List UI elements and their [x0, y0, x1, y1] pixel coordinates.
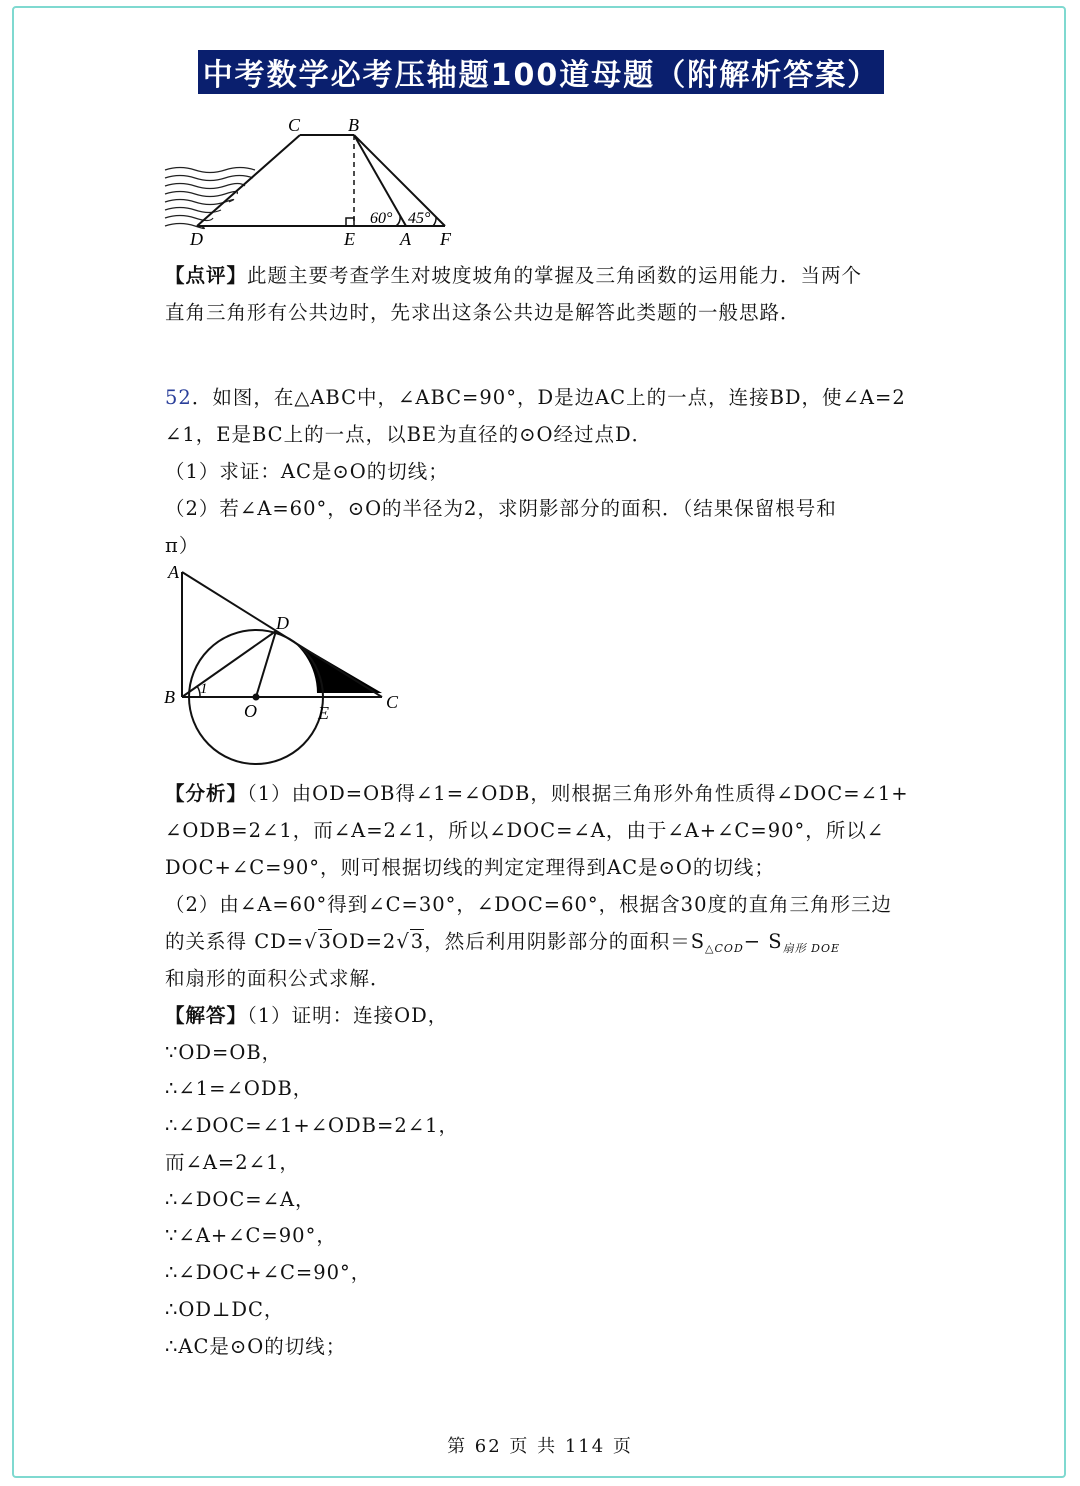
figure-circle-tangent: [160, 560, 410, 770]
solution-text-1: （1）证明：连接OD，: [247, 1004, 449, 1027]
label-angle-1: 1: [200, 681, 208, 697]
solution-step: ∴∠DOC=∠A，: [165, 1188, 316, 1211]
analysis-line-3: DOC+∠C=90°，则可根据切线的判定定理得到AC是⊙O的切线；: [165, 856, 775, 879]
label-F: F: [440, 229, 451, 249]
sqrt-3-a: 3: [318, 930, 332, 953]
label-O: O: [244, 701, 257, 721]
subscript-triangle-cod: △COD: [705, 942, 744, 955]
label-B: B: [164, 687, 175, 707]
label-A: A: [168, 562, 179, 582]
analysis-5c: ，然后利用阴影部分的面积＝S: [424, 930, 706, 953]
comment-tag: 【点评】: [165, 264, 248, 287]
page-title: 中考数学必考压轴题100道母题（附解析答案）: [198, 50, 884, 94]
analysis-line-6: 和扇形的面积公式求解．: [165, 967, 391, 990]
analysis-line-2: ∠ODB=2∠1，而∠A=2∠1，所以∠DOC=∠A，由于∠A+∠C=90°，所以∠: [165, 819, 885, 842]
solution-step: ∴∠DOC+∠C=90°，: [165, 1261, 372, 1284]
comment-line-2: 直角三角形有公共边时，先求出这条公共边是解答此类题的一般思路．: [165, 301, 801, 324]
analysis-line-1: [165, 778, 909, 806]
analysis-line-5: 的关系得 CD=√3OD=2√3，然后利用阴影部分的面积$=S_{\triangle COD}- S_{扇形 DOE}$: [165, 930, 841, 955]
analysis-tag: 【分析】: [165, 782, 248, 805]
problem-line-2: ∠1，E是BC上的一点，以BE为直径的⊙O经过点D．: [165, 423, 653, 446]
problem-part-1: （1）求证：AC是⊙O的切线；: [165, 460, 449, 483]
label-D: D: [276, 613, 289, 633]
page-number: 第 62 页 共 114 页: [447, 1436, 633, 1457]
solution-step: ∴∠1=∠ODB，: [165, 1077, 314, 1100]
label-D: D: [190, 229, 203, 249]
solution-step: ∴AC是⊙O的切线；: [165, 1335, 347, 1358]
analysis-line-4: （2）由∠A=60°得到∠C=30°，∠DOC=60°，根据含30度的直角三角形三边: [165, 893, 892, 916]
solution-tag: 【解答】: [165, 1004, 248, 1027]
comment-text-1: 此题主要考查学生对坡度坡角的掌握及三角函数的运用能力．当两个: [247, 264, 863, 287]
label-A: A: [400, 229, 411, 249]
water-hatching: [165, 168, 255, 229]
problem-line-1: [165, 382, 906, 410]
analysis-5a: 的关系得 CD=: [165, 930, 305, 953]
label-E: E: [318, 703, 329, 723]
solution-step: ∴OD⊥DC，: [165, 1298, 285, 1321]
solution-step: ∵∠A+∠C=90°，: [165, 1224, 337, 1247]
analysis-text-1: （1）由OD=OB得∠1=∠ODB，则根据三角形外角性质得∠DOC=∠1+: [247, 782, 909, 805]
solution-step: ∴∠DOC=∠1+∠ODB=2∠1，: [165, 1114, 459, 1137]
analysis-5b: OD=2: [331, 930, 397, 953]
problem-text-1: ．如图，在△ABC中，∠ABC=90°，D是边AC上的一点，连接BD，使∠A=2: [191, 386, 906, 409]
label-E: E: [344, 229, 355, 249]
problem-part-2-cont: π）: [165, 534, 200, 557]
solution-line-1: [165, 1000, 448, 1028]
label-C: C: [386, 692, 399, 712]
sqrt-3-b: 3: [410, 930, 425, 953]
problem-part-2: （2）若∠A=60°，⊙O的半径为2，求阴影部分的面积．（结果保留根号和: [165, 497, 837, 520]
problem-number: 52: [165, 386, 192, 409]
subscript-sector-doe: 扇形 DOE: [782, 942, 841, 955]
angle-45-label: 45°: [408, 210, 431, 227]
figure-dam-trapezoid: [160, 112, 460, 252]
solution-step: ∵OD=OB，: [165, 1041, 283, 1064]
solution-step: 而∠A=2∠1，: [165, 1151, 300, 1174]
label-C: C: [288, 115, 301, 135]
label-B: B: [348, 115, 359, 135]
analysis-5d: − S: [743, 930, 783, 953]
comment-line-1: [165, 260, 862, 288]
angle-60-label: 60°: [370, 210, 393, 227]
